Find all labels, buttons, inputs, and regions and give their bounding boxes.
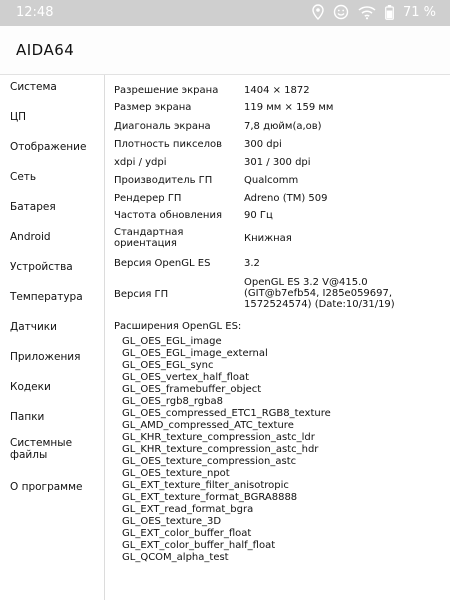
status-time: 12:48: [16, 5, 54, 20]
display-info-panel: [104, 75, 450, 600]
sidebar-item-battery[interactable]: Батарея: [10, 201, 56, 213]
status-bar: [0, 0, 450, 26]
info-key: Размер экрана: [114, 102, 192, 113]
info-key: Диагональ экрана: [114, 121, 211, 132]
sidebar-item-codecs[interactable]: Кодеки: [10, 381, 51, 393]
extension-item: GL_EXT_color_buffer_half_float: [122, 540, 276, 551]
info-key: Частота обновления: [114, 210, 222, 221]
status-icons: [312, 4, 436, 20]
sidebar-item-cpu[interactable]: ЦП: [10, 111, 27, 123]
extension-item: GL_OES_EGL_sync: [122, 360, 214, 371]
extension-item: GL_EXT_color_buffer_float: [122, 528, 252, 539]
extensions-title: Расширения OpenGL ES:: [114, 321, 242, 332]
extension-item: GL_OES_framebuffer_object: [122, 384, 262, 395]
sidebar-item-temperature[interactable]: Температура: [10, 291, 83, 303]
extension-item: GL_KHR_texture_compression_astc_ldr: [122, 432, 315, 443]
info-row: [114, 227, 444, 253]
info-key: Стандартная ориентация: [114, 227, 184, 249]
battery-icon: [385, 5, 394, 20]
info-key: Версия OpenGL ES: [114, 258, 211, 269]
extension-item: GL_EXT_read_format_bgra: [122, 504, 254, 515]
sidebar-item-folders[interactable]: Папки: [10, 411, 45, 423]
sidebar-item-devices[interactable]: Устройства: [10, 261, 73, 273]
info-key: Рендерер ГП: [114, 193, 182, 204]
info-key: Разрешение экрана: [114, 85, 219, 96]
extension-item: GL_OES_EGL_image_external: [122, 348, 268, 359]
info-key: Версия ГП: [114, 289, 169, 300]
sidebar-item-display[interactable]: Отображение: [10, 141, 87, 153]
battery-percent: 71 %: [402, 4, 436, 20]
sidebar-item-android[interactable]: Android: [10, 231, 51, 243]
info-value: 7,8 дюйм(а,ов): [244, 121, 322, 132]
extension-item: GL_OES_texture_npot: [122, 468, 230, 479]
info-value: Qualcomm: [244, 175, 299, 186]
extension-item: GL_OES_compressed_ETC1_RGB8_texture: [122, 408, 331, 419]
smiley-icon: [333, 4, 349, 20]
info-value: 119 мм × 159 мм: [244, 102, 334, 113]
app-title: AIDA64: [16, 41, 75, 59]
app-bar: [0, 26, 450, 75]
location-icon: [312, 4, 324, 20]
sidebar-item-sensors[interactable]: Датчики: [10, 321, 57, 333]
info-key: Плотность пикселов: [114, 139, 223, 150]
extension-item: GL_EXT_texture_format_BGRA8888: [122, 492, 298, 503]
info-value: 1404 × 1872: [244, 85, 310, 96]
extension-item: GL_OES_texture_3D: [122, 516, 222, 527]
extension-item: GL_QCOM_alpha_test: [122, 552, 229, 563]
extension-item: GL_KHR_texture_compression_astc_hdr: [122, 444, 319, 455]
info-row: [114, 277, 444, 313]
info-value: OpenGL ES 3.2 V@415.0 (GIT@b7efb54, I285e059697, 1572524574) (Date:10/31/19): [244, 277, 395, 310]
info-value: Adreno (TM) 509: [244, 193, 328, 204]
info-value: 3.2: [244, 258, 260, 269]
sidebar-item-network[interactable]: Сеть: [10, 171, 37, 183]
sidebar-item-apps[interactable]: Приложения: [10, 351, 81, 363]
extension-item: GL_OES_EGL_image: [122, 336, 222, 347]
info-value: 90 Гц: [244, 210, 273, 221]
sidebar: [0, 75, 105, 600]
extension-item: GL_OES_texture_compression_astc: [122, 456, 297, 467]
sidebar-item-system-files[interactable]: Системные файлы: [10, 437, 73, 461]
sidebar-item-system[interactable]: Система: [10, 81, 57, 93]
extension-item: GL_OES_rgb8_rgba8: [122, 396, 223, 407]
info-value: 300 dpi: [244, 139, 282, 150]
info-value: 301 / 300 dpi: [244, 157, 311, 168]
extension-item: GL_OES_vertex_half_float: [122, 372, 250, 383]
info-key: xdpi / ydpi: [114, 157, 167, 168]
wifi-icon: [358, 5, 376, 20]
extension-item: GL_AMD_compressed_ATC_texture: [122, 420, 294, 431]
sidebar-item-about[interactable]: О программе: [10, 481, 83, 493]
info-key: Производитель ГП: [114, 175, 213, 186]
info-value: Книжная: [244, 233, 292, 244]
extension-item: GL_EXT_texture_filter_anisotropic: [122, 480, 289, 491]
